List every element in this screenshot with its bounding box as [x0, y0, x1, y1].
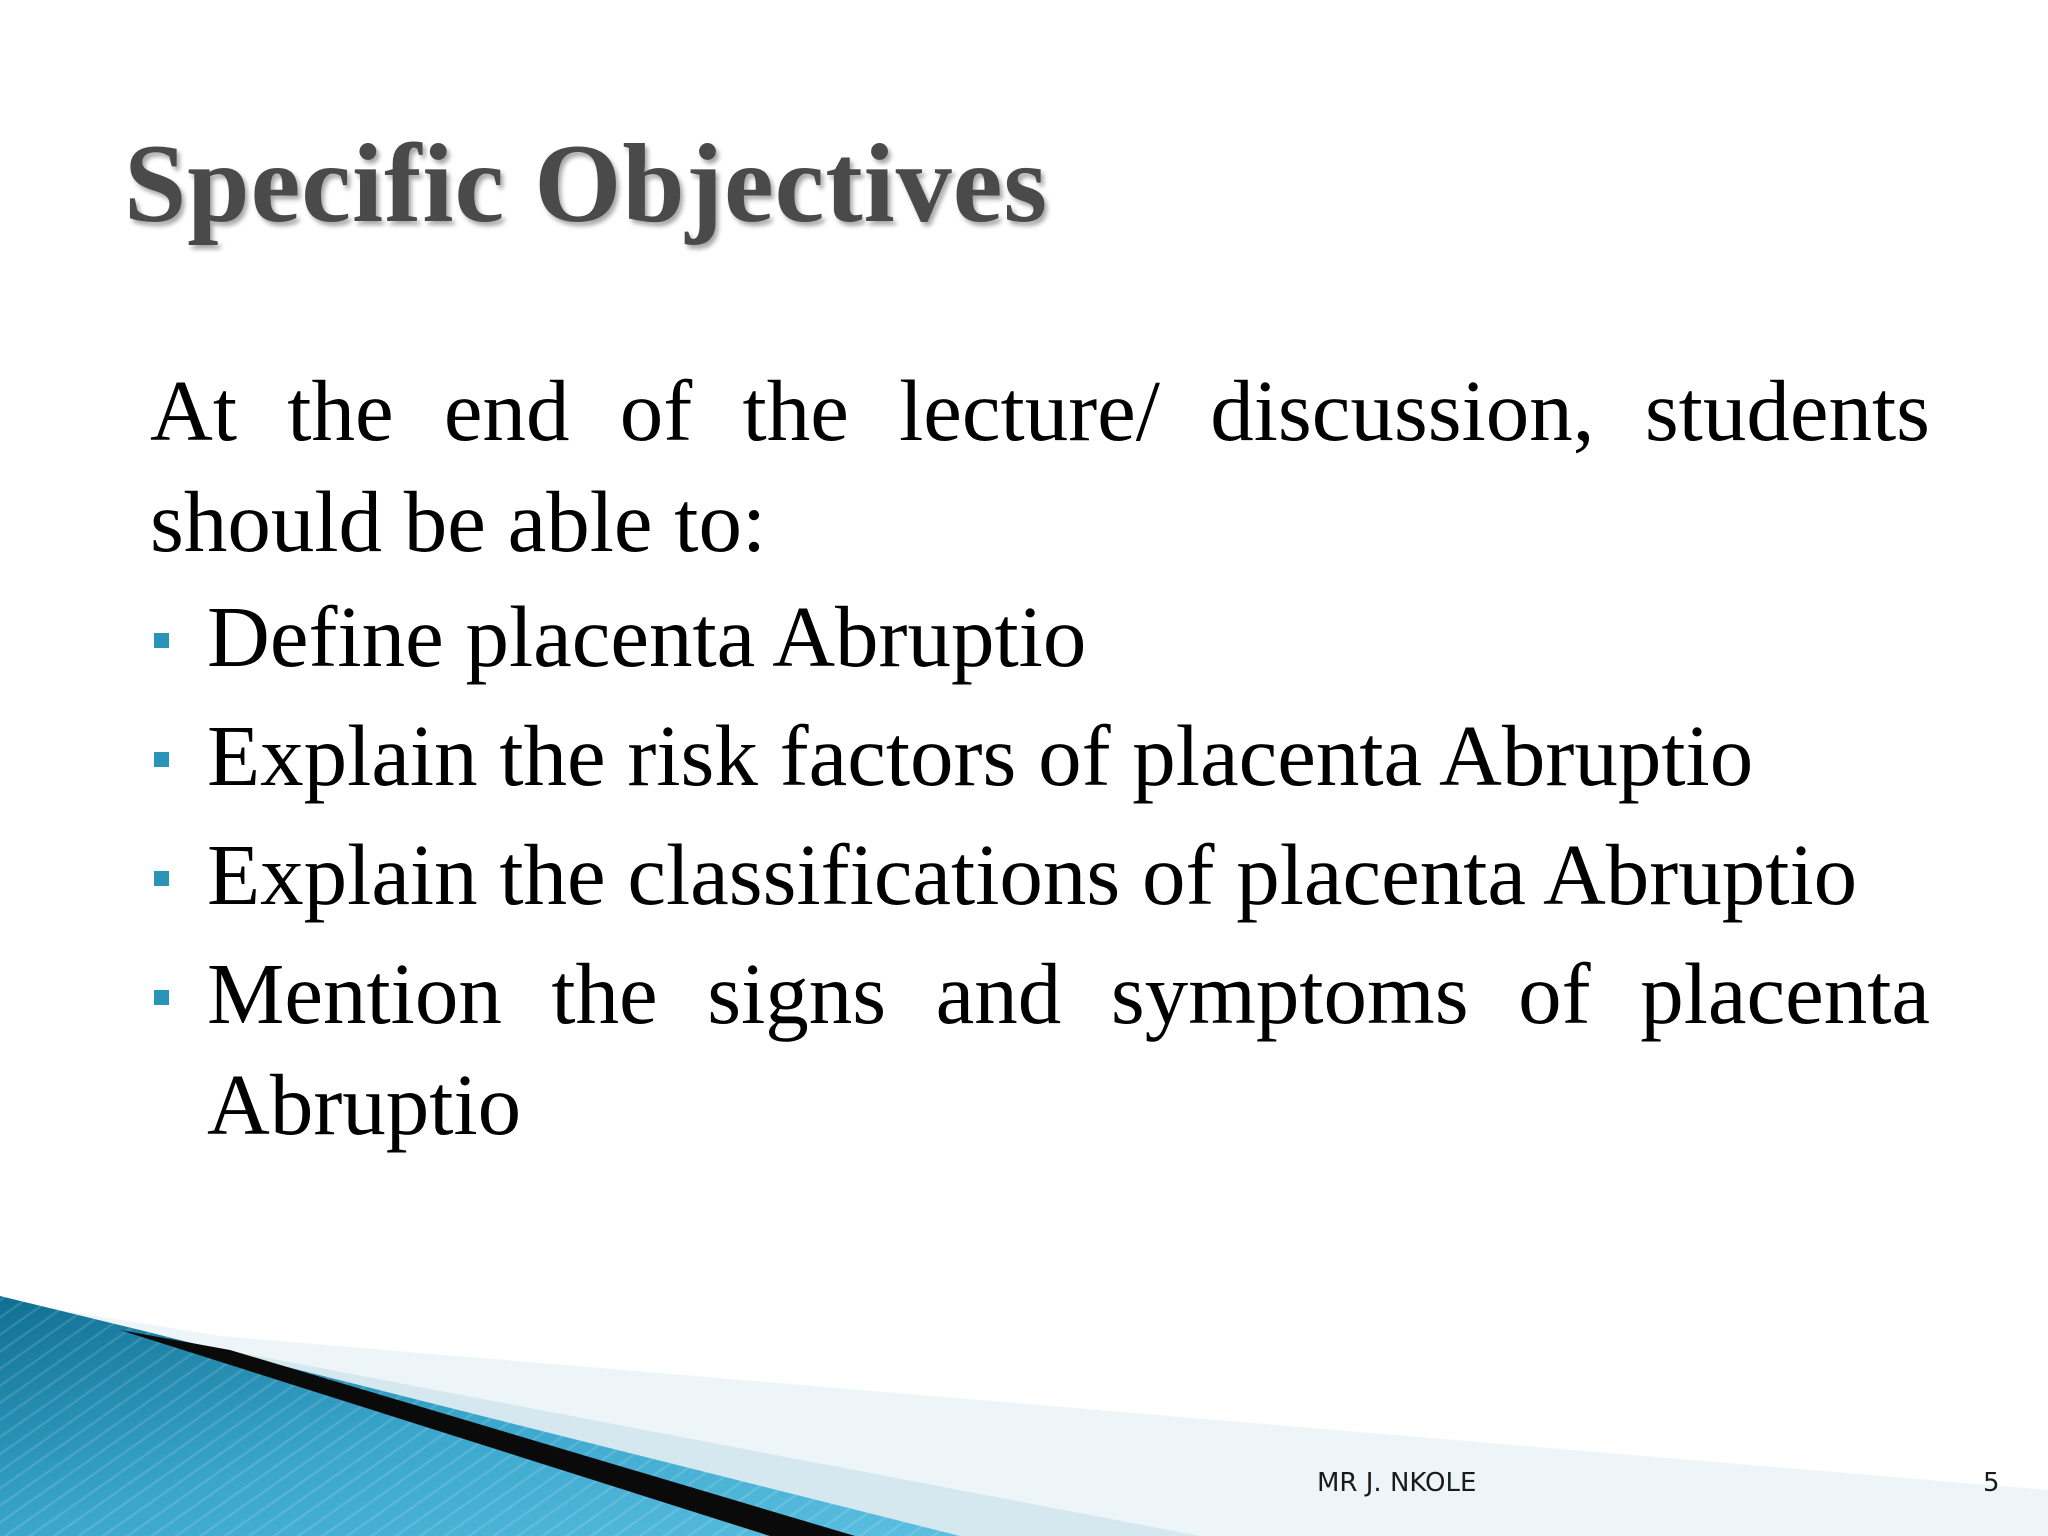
- list-item: [150, 819, 1930, 930]
- list-item: [150, 938, 1930, 1160]
- square-bullet-icon: [154, 633, 169, 648]
- page-number: 5: [1983, 1468, 2000, 1498]
- square-bullet-icon: [154, 752, 169, 767]
- square-bullet-icon: [154, 990, 169, 1005]
- slide-title: Specific Objectives: [124, 122, 1049, 246]
- slide-body: [150, 355, 1930, 1168]
- list-item-text: Mention the signs and symptoms of placenta Abruptio: [207, 945, 1930, 1153]
- list-item: [150, 700, 1930, 811]
- square-bullet-icon: [154, 871, 169, 886]
- footer-author: MR J. NKOLE: [1317, 1468, 1477, 1498]
- list-item-text: Explain the risk factors of placenta Abruptio: [207, 707, 1754, 804]
- intro-paragraph: At the end of the lecture/ discussion, students should be able to:: [150, 362, 1930, 570]
- objectives-list: [150, 581, 1930, 1160]
- list-item-text: Explain the classifications of placenta Abruptio: [207, 826, 1858, 923]
- list-item-text: Define placenta Abruptio: [207, 588, 1087, 685]
- list-item: [150, 581, 1930, 692]
